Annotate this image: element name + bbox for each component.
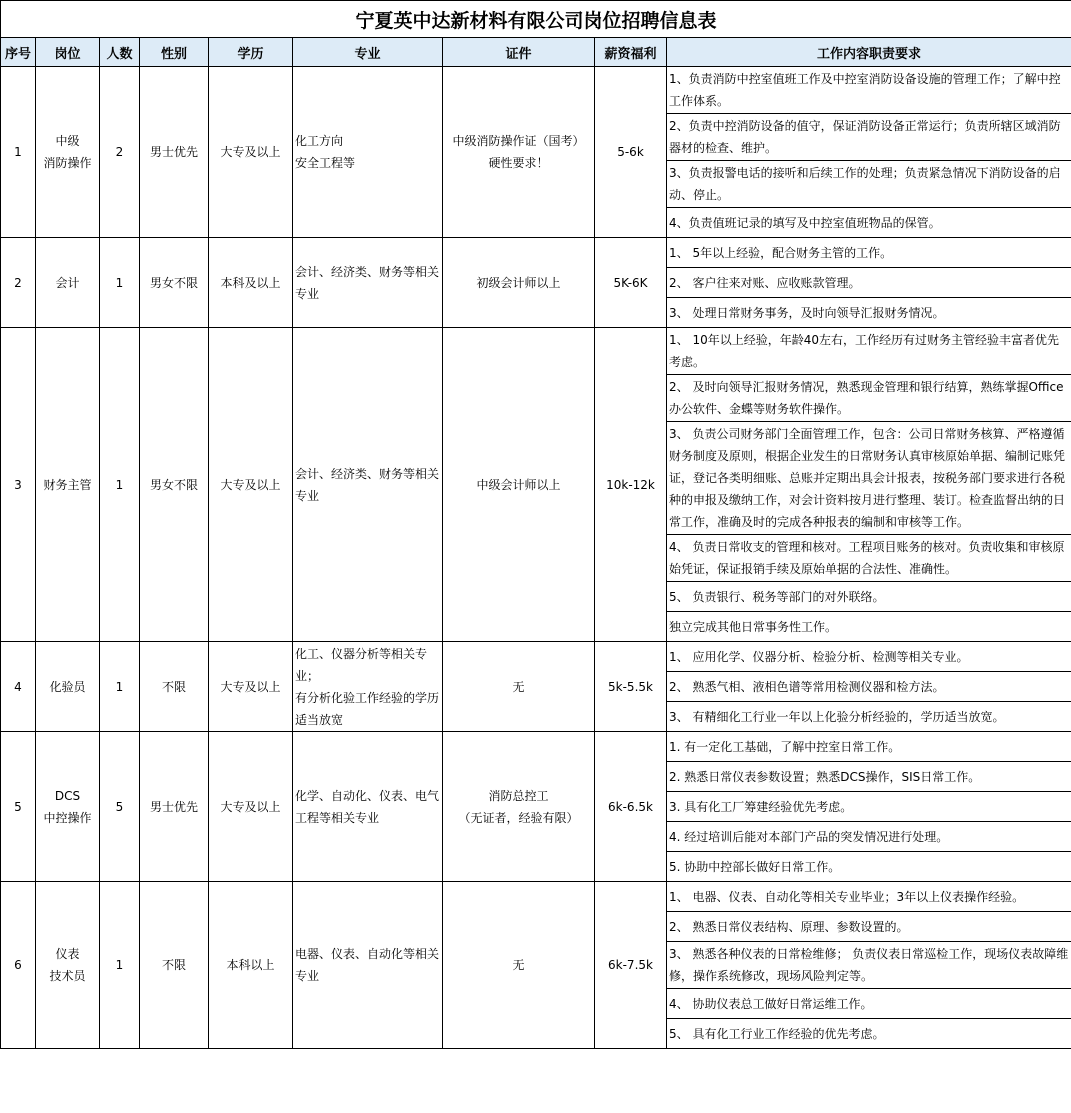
job-duty: 4. 经过培训后能对本部门产品的突发情况进行处理。 — [667, 822, 1071, 852]
job-major-line: 化学、自动化、仪表、电气工程等相关专业 — [295, 788, 440, 825]
job-gender: 男士优先 — [140, 67, 209, 238]
job-major — [293, 238, 443, 328]
job-duty: 3、负责报警电话的接听和后续工作的处理；负责紧急情况下消防设备的启动、停止。 — [667, 161, 1071, 208]
job-education: 大专及以上 — [209, 642, 293, 732]
job-seq: 5 — [1, 732, 36, 882]
job-education: 大专及以上 — [209, 328, 293, 642]
job-salary: 5-6k — [595, 67, 667, 238]
job-duty: 3、 有精细化工行业一年以上化验分析经验的，学历适当放宽。 — [667, 702, 1071, 732]
header-major: 专业 — [293, 38, 443, 67]
header-count: 人数 — [100, 38, 140, 67]
job-salary: 6k-7.5k — [595, 882, 667, 1049]
job-major-line: 电器、仪表、自动化等相关专业 — [295, 947, 440, 983]
job-education: 本科以上 — [209, 882, 293, 1049]
job-duty: 3、 熟悉各种仪表的日常检维修； 负责仪表日常巡检工作，现场仪表故障维修，操作系统修改，现场风险判定等。 — [667, 942, 1071, 989]
job-major-line: 会计、经济类、财务等相关专业 — [295, 466, 440, 503]
job-major-line: 有分析化验工作经验的学历适当放宽 — [295, 690, 440, 727]
job-duty: 3、 负责公司财务部门全面管理工作，包含：公司日常财务核算、严格遵循财务制度及原则，根据企业发生的日常财务认真审核原始单据、编制记账凭证，登记各类明细账、总账并定期出具会计报表，按税务部门要求进行各税种的申报及缴纳工作，对会计资料按月进行整理、装订。检查监督出纳的日常工作，准确及时的完成各种报表的编制和审核等工作。 — [667, 422, 1071, 535]
job-position-line: 技术员 — [49, 969, 86, 983]
job-position-line: DCS — [54, 788, 81, 803]
job-major — [293, 882, 443, 1049]
job-duty: 1、 5年以上经验，配合财务主管的工作。 — [667, 238, 1071, 268]
job-position — [36, 732, 100, 882]
job-duty: 1. 有一定化工基础，了解中控室日常工作。 — [667, 732, 1071, 762]
header-duties: 工作内容职责要求 — [667, 38, 1071, 67]
job-count: 1 — [100, 882, 140, 1049]
job-certificate — [443, 238, 595, 328]
table-row — [1, 67, 1071, 114]
job-duty: 5. 协助中控部长做好日常工作。 — [667, 852, 1071, 882]
table-row — [1, 882, 1071, 912]
header-gender: 性别 — [140, 38, 209, 67]
job-certificate-line: 消防总控工 — [488, 788, 549, 803]
job-certificate-line: 中级会计师以上 — [476, 477, 561, 492]
header-position: 岗位 — [36, 38, 100, 67]
job-duty: 1、负责消防中控室值班工作及中控室消防设备设施的管理工作；了解中控工作体系。 — [667, 67, 1071, 114]
job-duty: 2、 熟悉日常仪表结构、原理、参数设置的。 — [667, 912, 1071, 942]
job-duty: 2. 熟悉日常仪表参数设置；熟悉DCS操作，SIS日常工作。 — [667, 762, 1071, 792]
job-seq: 4 — [1, 642, 36, 732]
job-count: 1 — [100, 642, 140, 732]
job-major-line: 会计、经济类、财务等相关专业 — [295, 264, 440, 301]
job-duty: 2、负责中控消防设备的值守，保证消防设备正常运行；负责所辖区域消防器材的检查、维护。 — [667, 114, 1071, 161]
header-seq: 序号 — [1, 38, 36, 67]
job-duty: 5、 负责银行、税务等部门的对外联络。 — [667, 582, 1071, 612]
job-certificate-line: 中级消防操作证（国考） — [452, 134, 585, 148]
job-education: 本科及以上 — [209, 238, 293, 328]
job-certificate-line: 无 — [512, 958, 525, 972]
job-count: 2 — [100, 67, 140, 238]
job-gender: 男士优先 — [140, 732, 209, 882]
job-position-line: 中控操作 — [43, 810, 92, 825]
job-seq: 3 — [1, 328, 36, 642]
job-duty: 3、 处理日常财务事务，及时向领导汇报财务情况。 — [667, 298, 1071, 328]
header-education: 学历 — [209, 38, 293, 67]
job-gender: 不限 — [140, 882, 209, 1049]
job-salary: 5K-6K — [595, 238, 667, 328]
job-certificate-line: 初级会计师以上 — [476, 275, 561, 290]
job-duty: 4、 协助仪表总工做好日常运维工作。 — [667, 989, 1071, 1019]
job-major — [293, 328, 443, 642]
job-major-line: 化工方向 — [295, 134, 344, 148]
job-major-line: 化工、仪器分析等相关专业； — [295, 646, 428, 683]
job-position-line: 仪表 — [55, 947, 80, 961]
job-duty: 2、 及时向领导汇报财务情况，熟悉现金管理和银行结算，熟练掌握Office办公软件、金蝶等财务软件操作。 — [667, 375, 1071, 422]
job-major-line: 安全工程等 — [295, 156, 356, 170]
job-education: 大专及以上 — [209, 732, 293, 882]
table-row — [1, 328, 1071, 375]
header-row — [1, 38, 1071, 67]
job-position — [36, 67, 100, 238]
job-major — [293, 642, 443, 732]
job-position-line: 化验员 — [49, 679, 86, 694]
job-position — [36, 882, 100, 1049]
job-duty: 2、 熟悉气相、液相色谱等常用检测仪器和检方法。 — [667, 672, 1071, 702]
job-position-line: 中级 — [55, 134, 80, 148]
job-count: 1 — [100, 328, 140, 642]
job-count: 1 — [100, 238, 140, 328]
job-certificate — [443, 642, 595, 732]
job-seq: 6 — [1, 882, 36, 1049]
job-position — [36, 642, 100, 732]
job-major — [293, 732, 443, 882]
job-gender: 不限 — [140, 642, 209, 732]
job-position — [36, 328, 100, 642]
job-position-line: 财务主管 — [43, 477, 92, 492]
job-duty: 4、 负责日常收支的管理和核对。工程项目账务的核对。负责收集和审核原始凭证，保证报销手续及原始单据的合法性、准确性。 — [667, 535, 1071, 582]
job-seq: 2 — [1, 238, 36, 328]
job-duty: 1、 应用化学、仪器分析、检验分析、检测等相关专业。 — [667, 642, 1071, 672]
job-seq: 1 — [1, 67, 36, 238]
job-position-line: 会计 — [55, 275, 80, 290]
job-duty: 独立完成其他日常事务性工作。 — [667, 612, 1071, 642]
job-position-line: 消防操作 — [43, 156, 92, 170]
job-gender: 男女不限 — [140, 328, 209, 642]
job-certificate-line: （无证者，经验有限） — [458, 810, 579, 825]
job-salary: 10k-12k — [595, 328, 667, 642]
table-row — [1, 238, 1071, 268]
job-salary: 6k-6.5k — [595, 732, 667, 882]
header-salary: 薪资福利 — [595, 38, 667, 67]
job-duty: 5、 具有化工行业工作经验的优先考虑。 — [667, 1019, 1071, 1049]
job-duty: 3. 具有化工厂筹建经验优先考虑。 — [667, 792, 1071, 822]
job-duty: 2、 客户往来对账、应收账款管理。 — [667, 268, 1071, 298]
job-salary: 5k-5.5k — [595, 642, 667, 732]
job-certificate-line: 无 — [512, 679, 525, 694]
job-position — [36, 238, 100, 328]
job-certificate — [443, 67, 595, 238]
job-certificate-line: 硬性要求！ — [488, 156, 549, 170]
job-duty: 4、负责值班记录的填写及中控室值班物品的保管。 — [667, 208, 1071, 238]
job-count: 5 — [100, 732, 140, 882]
job-education: 大专及以上 — [209, 67, 293, 238]
job-gender: 男女不限 — [140, 238, 209, 328]
job-certificate — [443, 882, 595, 1049]
table-row — [1, 642, 1071, 672]
job-certificate — [443, 732, 595, 882]
table-row — [1, 732, 1071, 762]
table-title: 宁夏英中达新材料有限公司岗位招聘信息表 — [1, 1, 1071, 38]
job-duty: 1、 电器、仪表、自动化等相关专业毕业；3年以上仪表操作经验。 — [667, 882, 1071, 912]
job-duty: 1、 10年以上经验，年龄40左右，工作经历有过财务主管经验丰富者优先考虑。 — [667, 328, 1071, 375]
header-certificate: 证件 — [443, 38, 595, 67]
job-certificate — [443, 328, 595, 642]
job-major — [293, 67, 443, 238]
